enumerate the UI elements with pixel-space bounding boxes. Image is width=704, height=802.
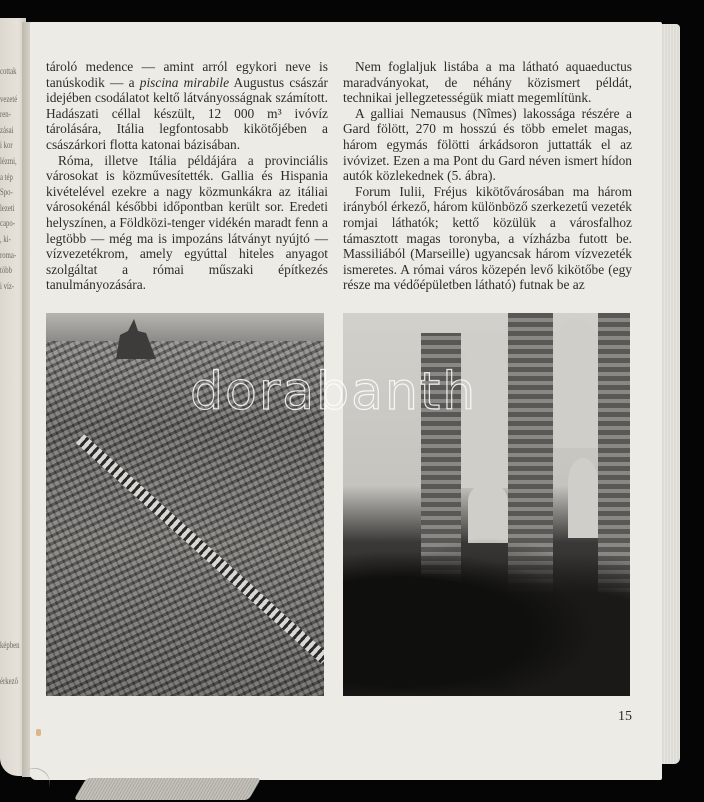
- previous-page-text-fragment: lezeti: [0, 202, 15, 213]
- left-paragraph: [46, 59, 328, 153]
- previous-page-text-fragment: zásai: [0, 124, 14, 135]
- photo-arch-lower: [468, 483, 508, 543]
- previous-page-text-fragment: roma-: [0, 249, 17, 260]
- photo-sky: [46, 313, 324, 341]
- photo-arch-upper: [461, 338, 508, 488]
- previous-page-text-fragment: lézmi,: [0, 156, 17, 166]
- photo-aqueduct-line: [76, 434, 324, 664]
- previous-page-text-fragment: i kor: [0, 140, 13, 151]
- page-edges-stack: [660, 24, 680, 764]
- bookmark-ribbon[interactable]: [74, 778, 262, 800]
- previous-page-text-fragment: capo-: [0, 218, 15, 229]
- previous-page-text-fragment: i víz-: [0, 280, 15, 291]
- left-text-column: [46, 59, 328, 293]
- photo-aerial-city-aqueduct: [46, 313, 324, 696]
- photo-arch-lower: [568, 458, 598, 538]
- text-run: tároló medence — amint arról egykori neve is tanúskodik — a: [46, 59, 328, 90]
- previous-page-text-fragment: több: [0, 265, 13, 276]
- text-run: Augustus császár idejében csodálatot keltő látványosságnak számított. Hadászati céllal készült, 12 000 m³ ivóvíz tárolására, Itália legfontosabb kikötőjében a császárkori flotta katonai bázisában.: [46, 74, 328, 152]
- previous-page-text-fragment: Spo-: [0, 187, 13, 198]
- previous-page-text-fragment: , ki-: [0, 234, 11, 244]
- previous-page-text-fragment: a tép: [0, 171, 13, 182]
- previous-page-text-fragment: érkező: [0, 676, 18, 686]
- paper-stain: [36, 729, 41, 736]
- previous-page-text-fragment: képben: [0, 640, 20, 650]
- previous-page-text-fragment: vezeté: [0, 93, 18, 104]
- right-text-column: [343, 59, 632, 293]
- photo-arch-upper: [553, 318, 598, 448]
- left-paragraph: [46, 153, 328, 293]
- previous-page-text-fragment: cottak: [0, 66, 17, 76]
- text-run: Róma, illetve Itália példájára a provinciális városokat is közművesítették. Gallia és Hispania kivételével ezekre a nagy közmunkákra az itáliai városokénál későbbi időpontban került sor. Eredeti helyszínen, a Földközi-tenger vidékén maradt fenn a legtöbb — még ma is impozáns látványt nyújtó — vízvezetékrom, amely egyúttal hiteles anyagot szolgáltat a római műszaki építkezés tanulmányozására.: [46, 152, 328, 293]
- right-paragraph: Nem foglaljuk listába a ma látható aquaeductus maradványokat, de néhány közismert példát, technikai jellegzetességük miatt megemlítünk.: [343, 59, 632, 106]
- page-number: 15: [618, 709, 632, 724]
- photo-foliage: [343, 536, 630, 696]
- photo-ruined-aqueduct: [343, 313, 630, 696]
- right-paragraph: Forum Iulii, Fréjus kikötővárosában ma három irányból érkező, három különböző szerkezetű vezeték romjai láthatók; kettő közülük a városfalhoz támasztott magas toronyba, a vízházba futott be. Massiliából (Marseille) ugyancsak három vízvezeték ismeretes. A római város közepén levő kikötőbe (egy része ma védőépületben látható) futnak be az: [343, 183, 632, 293]
- italic-term: piscina mirabile: [139, 74, 230, 90]
- right-paragraph: A galliai Nemausus (Nîmes) lakossága részére a Gard fölött, 270 m hosszú és több emelet magas, három egymás fölötti árkádsoron juttatták el az ivóvizet. Ezen a ma Pont du Gard néven ismert hídon autók közlekednek (5. ábra).: [343, 105, 632, 184]
- previous-page-text-fragment: ren-: [0, 109, 11, 120]
